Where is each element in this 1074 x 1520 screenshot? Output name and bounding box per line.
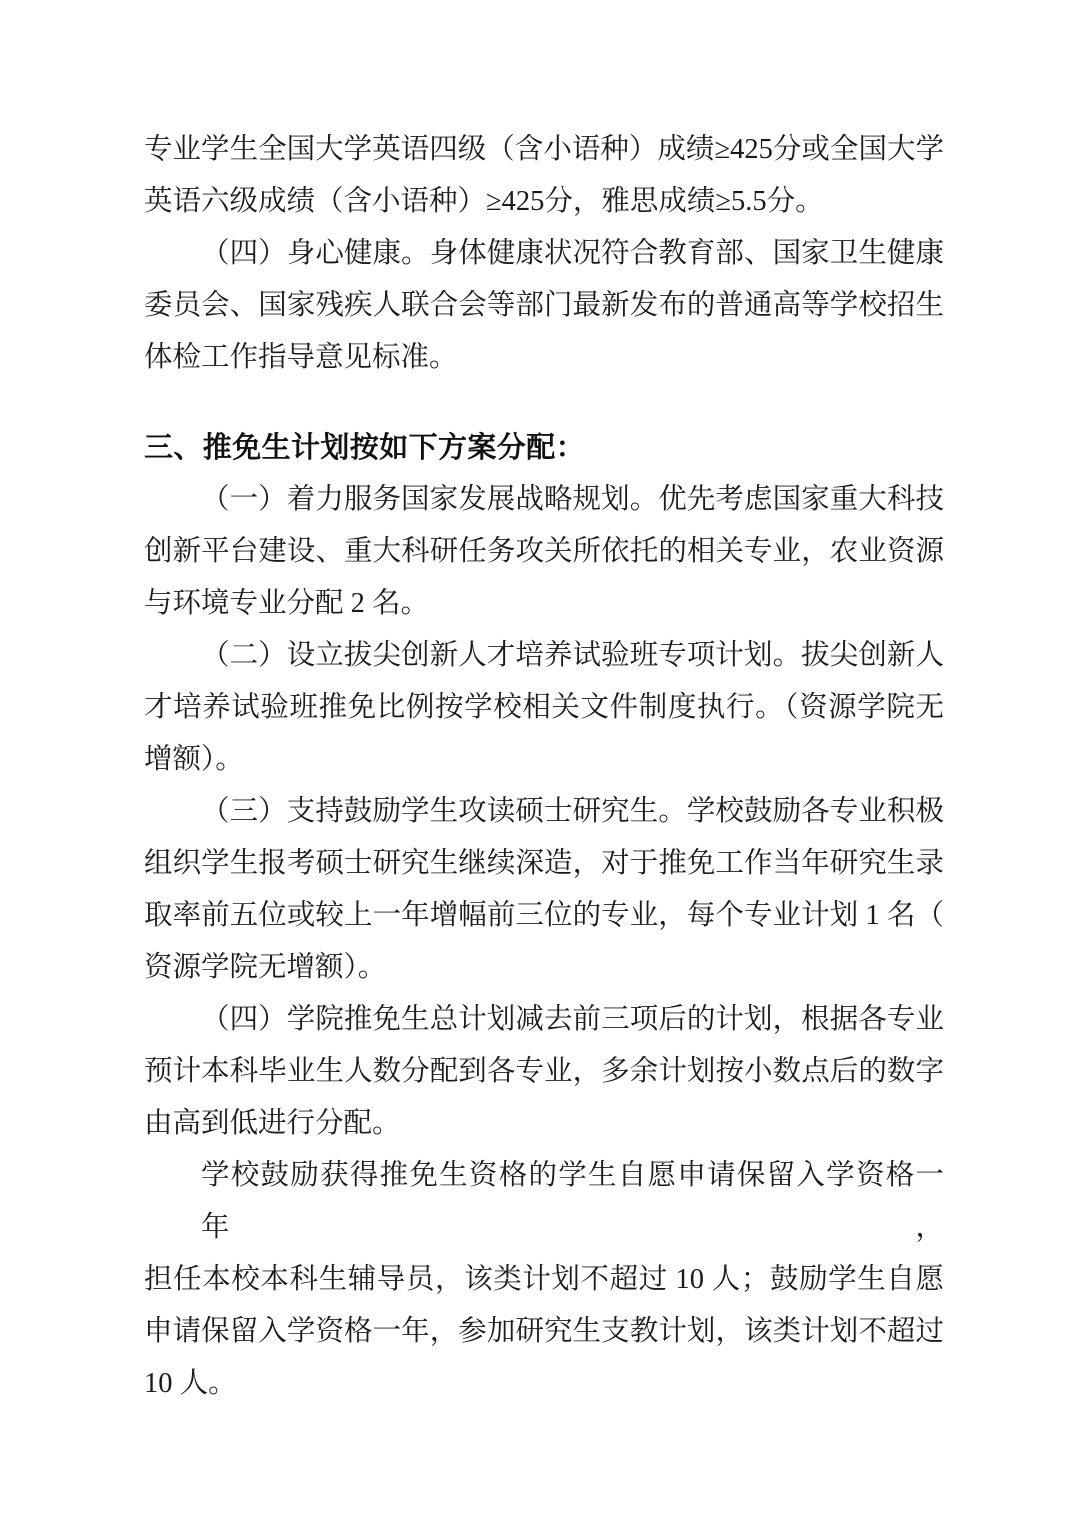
text-line: 资源学院无增额）。 <box>144 952 387 983</box>
text-line: 委员会、国家残疾人联合会等部门最新发布的普通高等学校招生 <box>144 290 944 321</box>
section-heading <box>144 422 944 474</box>
text-line: 由高到低进行分配。 <box>144 1108 401 1139</box>
text-line: 学校鼓励获得推免生资格的学生自愿申请保留入学资格一年， <box>201 1160 944 1243</box>
document-content <box>144 124 944 1410</box>
paragraph <box>144 474 944 630</box>
paragraph <box>144 630 944 786</box>
paragraph <box>144 124 944 228</box>
text-line: 取率前五位或较上一年增幅前三位的专业，每个专业计划 1 名（ <box>144 900 944 931</box>
text-line: （二）设立拔尖创新人才培养试验班专项计划。拔尖创新人 <box>201 640 944 671</box>
text-line: （四）身心健康。身体健康状况符合教育部、国家卫生健康 <box>201 238 944 269</box>
text-line: 10 人。 <box>144 1368 237 1399</box>
text-line: 才培养试验班推免比例按学校相关文件制度执行。（资源学院无 <box>144 692 944 723</box>
paragraph <box>144 994 944 1150</box>
heading-line: 三、推免生计划按如下方案分配： <box>144 432 586 464</box>
paragraph <box>144 1150 944 1410</box>
text-line: 预计本科毕业生人数分配到各专业，多余计划按小数点后的数字 <box>144 1056 944 1087</box>
text-line: 体检工作指导意见标准。 <box>144 342 458 373</box>
text-line: （三）支持鼓励学生攻读硕士研究生。学校鼓励各专业积极 <box>201 796 944 827</box>
text-line: 英语六级成绩（含小语种）≥425分，雅思成绩≥5.5分。 <box>144 186 824 217</box>
text-line: 担任本校本科生辅导员，该类计划不超过 10 人；鼓励学生自愿 <box>144 1264 944 1295</box>
text-line: （一）着力服务国家发展战略规划。优先考虑国家重大科技 <box>201 484 944 515</box>
text-line: 组织学生报考硕士研究生继续深造，对于推免工作当年研究生录 <box>144 848 944 879</box>
text-line: 创新平台建设、重大科研任务攻关所依托的相关专业，农业资源 <box>144 536 944 567</box>
paragraph <box>144 786 944 994</box>
text-line: 专业学生全国大学英语四级（含小语种）成绩≥425分或全国大学 <box>144 134 944 165</box>
text-line: 增额）。 <box>144 744 244 775</box>
paragraph <box>144 228 944 384</box>
text-line: 与环境专业分配 2 名。 <box>144 588 430 619</box>
text-line: （四）学院推免生总计划减去前三项后的计划，根据各专业 <box>201 1004 944 1035</box>
text-line: 申请保留入学资格一年，参加研究生支教计划，该类计划不超过 <box>144 1316 944 1347</box>
